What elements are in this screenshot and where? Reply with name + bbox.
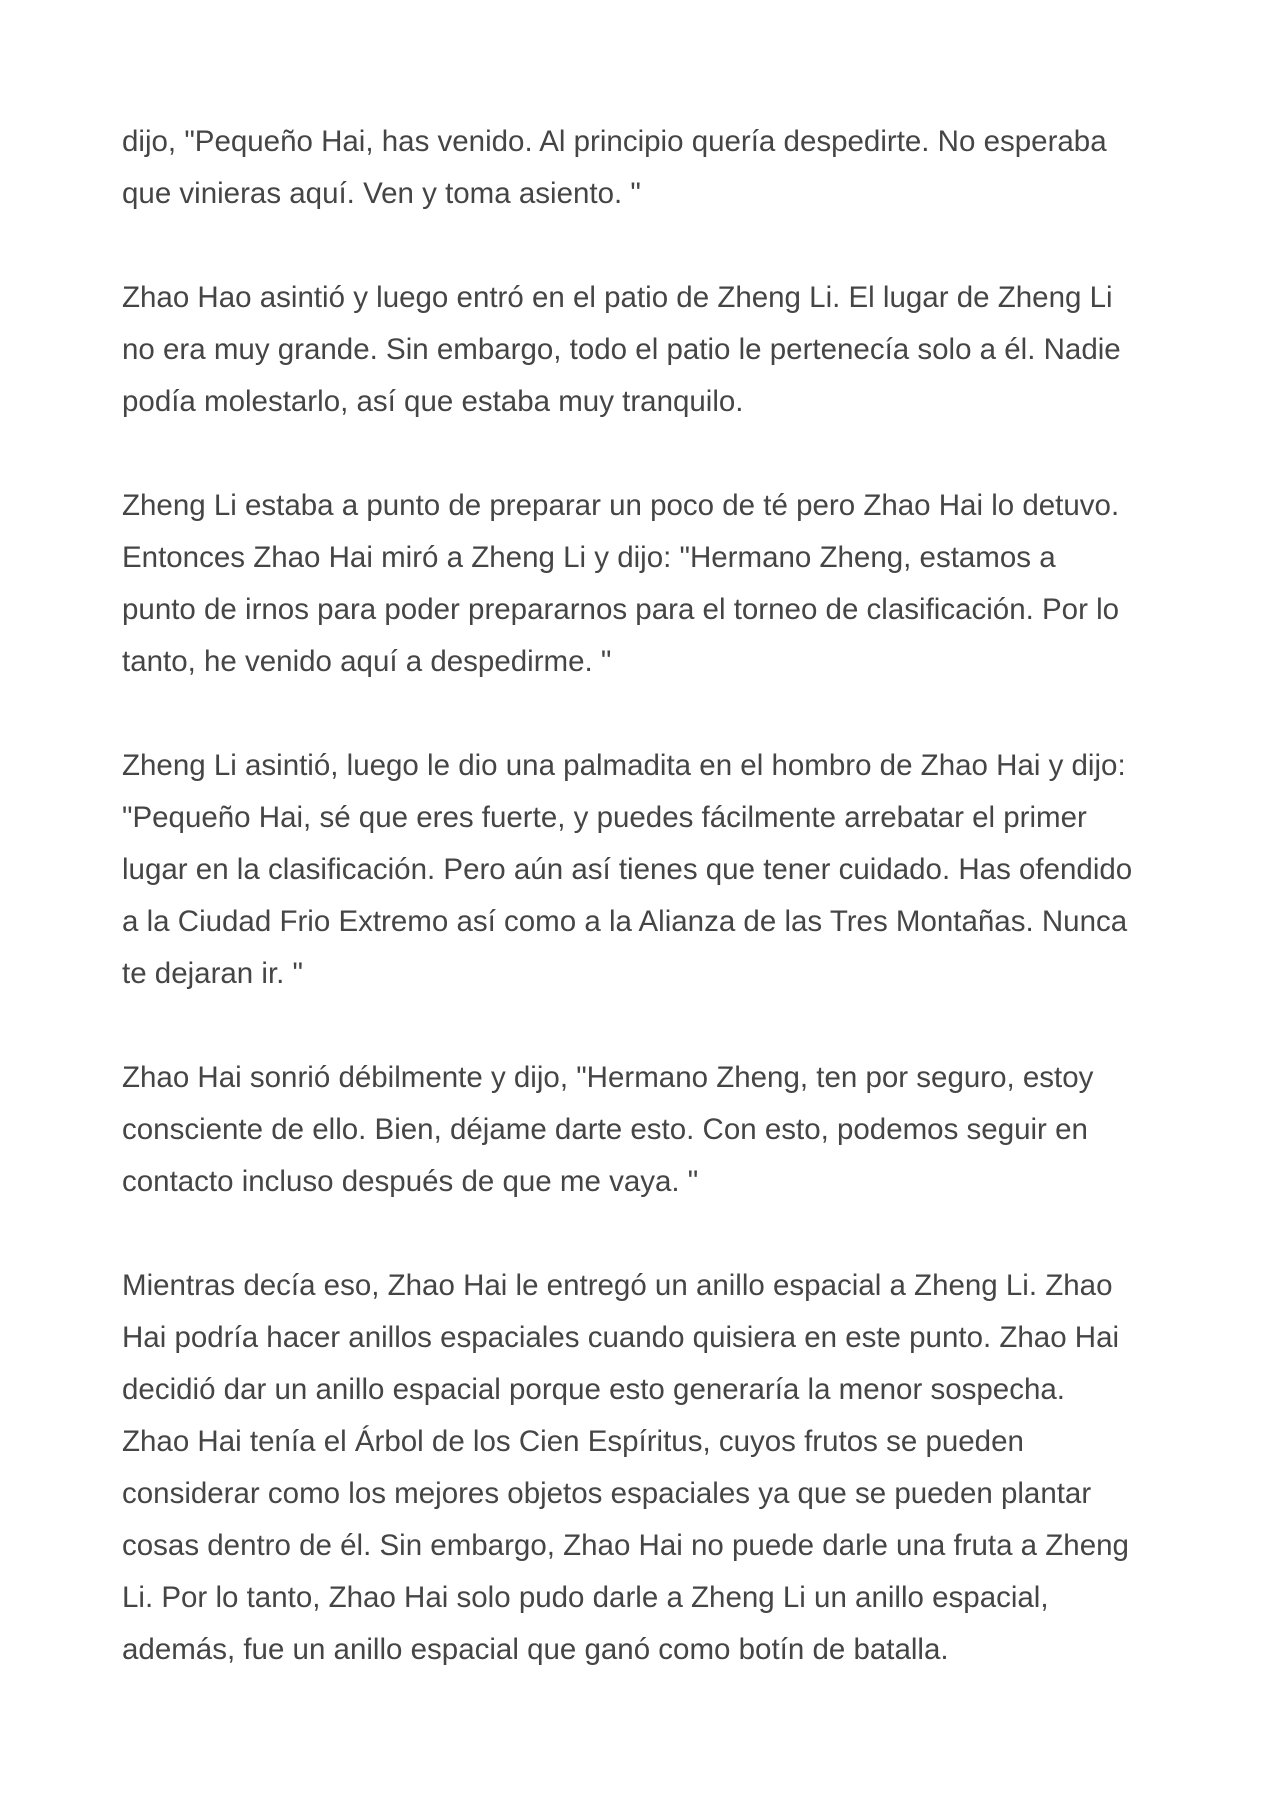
text-line: que vinieras aquí. Ven y toma asiento. " <box>122 177 641 210</box>
text-line: Zheng Li asintió, luego le dio una palmadita en el hombro de Zhao Hai y dijo: <box>122 749 1126 782</box>
paragraph-2 <box>122 272 1162 428</box>
text-line: Zhao Hai tenía el Árbol de los Cien Espíritus, cuyos frutos se pueden <box>122 1425 1024 1458</box>
text-line: Zheng Li estaba a punto de preparar un poco de té pero Zhao Hai lo detuvo. <box>122 489 1120 522</box>
text-line: contacto incluso después de que me vaya. " <box>122 1165 699 1198</box>
paragraph-3 <box>122 480 1162 688</box>
text-line: Hai podría hacer anillos espaciales cuando quisiera en este punto. Zhao Hai <box>122 1321 1120 1354</box>
text-line: "Pequeño Hai, sé que eres fuerte, y puedes fácilmente arrebatar el primer <box>122 801 1087 834</box>
document-body <box>122 116 1162 1728</box>
text-line: no era muy grande. Sin embargo, todo el patio le pertenecía solo a él. Nadie <box>122 333 1121 366</box>
text-line: Li. Por lo tanto, Zhao Hai solo pudo darle a Zheng Li un anillo espacial, <box>122 1581 1049 1614</box>
text-line: considerar como los mejores objetos espaciales ya que se pueden plantar <box>122 1477 1092 1510</box>
text-line: además, fue un anillo espacial que ganó como botín de batalla. <box>122 1633 949 1666</box>
text-line: Zhao Hao asintió y luego entró en el patio de Zheng Li. El lugar de Zheng Li <box>122 281 1113 314</box>
text-line: Zhao Hai sonrió débilmente y dijo, "Hermano Zheng, ten por seguro, estoy <box>122 1061 1094 1094</box>
text-line: punto de irnos para poder prepararnos para el torneo de clasificación. Por lo <box>122 593 1120 626</box>
text-line: te dejaran ir. " <box>122 957 304 990</box>
text-line: a la Ciudad Frio Extremo así como a la Alianza de las Tres Montañas. Nunca <box>122 905 1128 938</box>
text-line: decidió dar un anillo espacial porque esto generaría la menor sospecha. <box>122 1373 1065 1406</box>
text-line: cosas dentro de él. Sin embargo, Zhao Hai no puede darle una fruta a Zheng <box>122 1529 1129 1562</box>
text-line: Mientras decía eso, Zhao Hai le entregó un anillo espacial a Zheng Li. Zhao <box>122 1269 1113 1302</box>
paragraph-5 <box>122 1052 1162 1208</box>
text-line: dijo, "Pequeño Hai, has venido. Al principio quería despedirte. No esperaba <box>122 125 1107 158</box>
text-line: Entonces Zhao Hai miró a Zheng Li y dijo: "Hermano Zheng, estamos a <box>122 541 1056 574</box>
paragraph-6 <box>122 1260 1162 1676</box>
text-line: consciente de ello. Bien, déjame darte esto. Con esto, podemos seguir en <box>122 1113 1088 1146</box>
text-line: tanto, he venido aquí a despedirme. " <box>122 645 612 678</box>
paragraph-4 <box>122 740 1162 1000</box>
paragraph-1 <box>122 116 1162 220</box>
text-line: podía molestarlo, así que estaba muy tranquilo. <box>122 385 744 418</box>
text-line: lugar en la clasificación. Pero aún así tienes que tener cuidado. Has ofendido <box>122 853 1133 886</box>
